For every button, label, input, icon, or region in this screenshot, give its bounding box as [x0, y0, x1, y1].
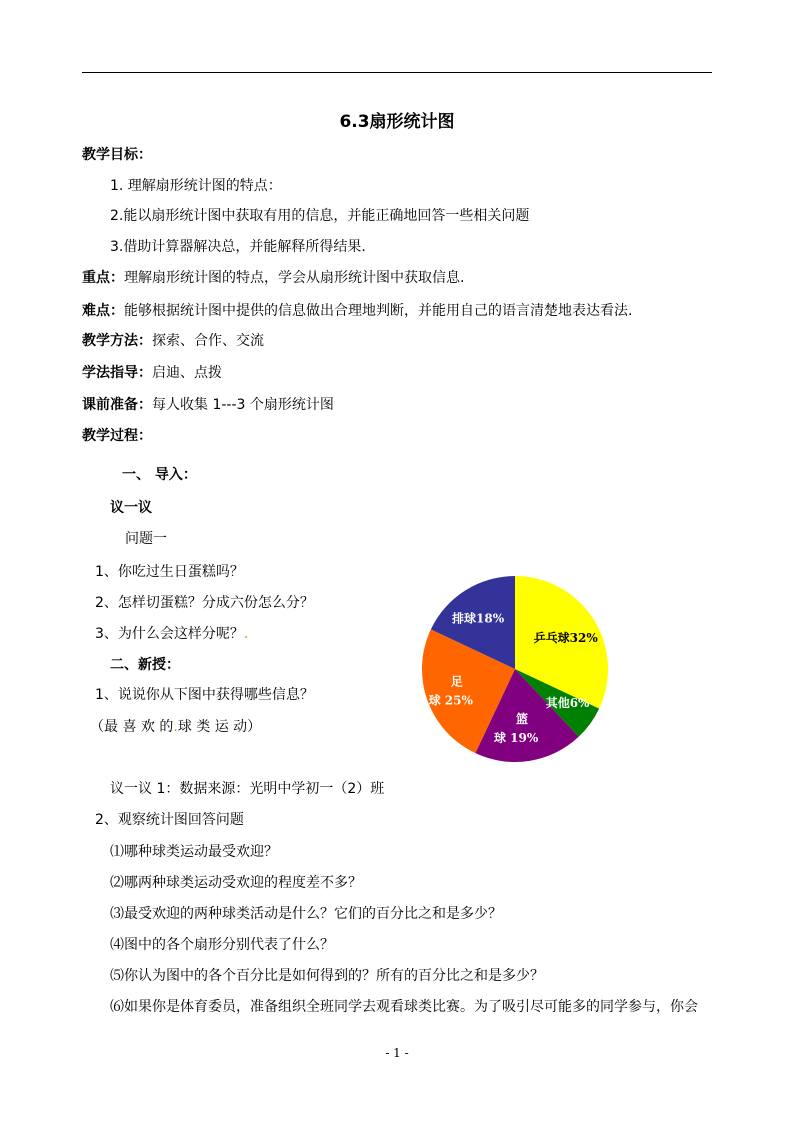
key-point-label: 重点： — [82, 270, 124, 286]
difficulty — [82, 302, 632, 320]
intro-heading: 一、 导入： — [122, 467, 197, 483]
sub-question-1: ⑴哪种球类运动最受欢迎？ — [110, 844, 278, 860]
key-point — [82, 269, 464, 287]
sub-question-3: ⑶最受欢迎的两种球类活动是什么？它们的百分比之和是多少？ — [110, 906, 502, 922]
sub-question-2: ⑵哪两种球类运动受欢迎的程度差不多？ — [110, 875, 362, 891]
pie-chart — [418, 572, 612, 766]
new-lesson-question-1: 1、说说你从下图中获得哪些信息？ — [95, 687, 314, 703]
study-guide — [82, 364, 222, 382]
study-label: 学法指导： — [82, 365, 152, 381]
chart-caption-a: （最 喜 欢 的 — [90, 719, 174, 735]
pie-label-1: 乒乓球32% — [533, 631, 598, 646]
new-lesson-heading: 二、新授： — [110, 657, 180, 673]
data-source: 议一议 1：数据来源：光明中学初一（2）班 — [110, 781, 385, 797]
difficulty-text: 能够根据统计图中提供的信息做出合理地判断，并能用自己的语言清楚地表达看法. — [124, 303, 633, 319]
header-rule — [82, 72, 712, 73]
method-label: 教学方法： — [82, 333, 152, 349]
discuss-label: 议一议 — [110, 500, 152, 516]
sub-question-5: ⑸你认为图中的各个百分比是如何得到的？所有的百分比之和是多少？ — [110, 968, 544, 984]
intro-question-3-dot: . — [243, 626, 249, 642]
objective-1: 1. 理解扇形统计图的特点： — [110, 178, 282, 194]
pie-label-5: 排球18% — [452, 611, 505, 626]
prep-label: 课前准备： — [82, 397, 152, 413]
pie-label-2: 其他6% — [545, 695, 590, 710]
pie-label-4: 足 球 25% — [424, 674, 473, 708]
method — [82, 332, 264, 350]
intro-question-1: 1、你吃过生日蛋糕吗？ — [95, 564, 244, 580]
difficulty-label: 难点： — [82, 303, 124, 319]
intro-question-3 — [95, 625, 248, 643]
document-title: 6.3扇形统计图 — [339, 112, 455, 132]
objective-2: 2.能以扇形统计图中获取有用的信息，并能正确地回答一些相关问题 — [110, 208, 530, 224]
prep-text: 每人收集 1---3 个扇形统计图 — [152, 397, 334, 413]
sub-question-6: ⑹如果你是体育委员，准备组织全班同学去观看球类比赛。为了吸引尽可能多的同学参与，你会 — [110, 999, 698, 1015]
key-point-text: 理解扇形统计图的特点，学会从扇形统计图中获取信息. — [124, 270, 465, 286]
sub-question-4: ⑷图中的各个扇形分别代表了什么？ — [110, 937, 334, 953]
objectives-heading: 教学目标： — [82, 147, 152, 163]
process-heading: 教学过程： — [82, 428, 152, 444]
study-text: 启迪、点拨 — [152, 365, 222, 381]
problem-label: 问题一 — [125, 531, 167, 547]
chart-caption-b: 球 类 运 动） — [177, 719, 262, 735]
new-lesson-question-2: 2、观察统计图回答问题 — [95, 812, 244, 828]
objective-3: 3.借助计算器解决总，并能解释所得结果. — [110, 239, 366, 255]
pie-label-3: 篮 球 19% — [489, 712, 539, 745]
intro-question-2: 2、怎样切蛋糕？分成六份怎么分？ — [95, 595, 314, 611]
method-text: 探索、合作、交流 — [152, 333, 264, 349]
preparation — [82, 396, 334, 414]
intro-question-3-text: 3、为什么会这样分呢？ — [95, 626, 244, 642]
chart-caption-dot: . — [173, 719, 178, 735]
page-number: - 1 - — [385, 1046, 409, 1060]
chart-caption — [90, 718, 261, 736]
